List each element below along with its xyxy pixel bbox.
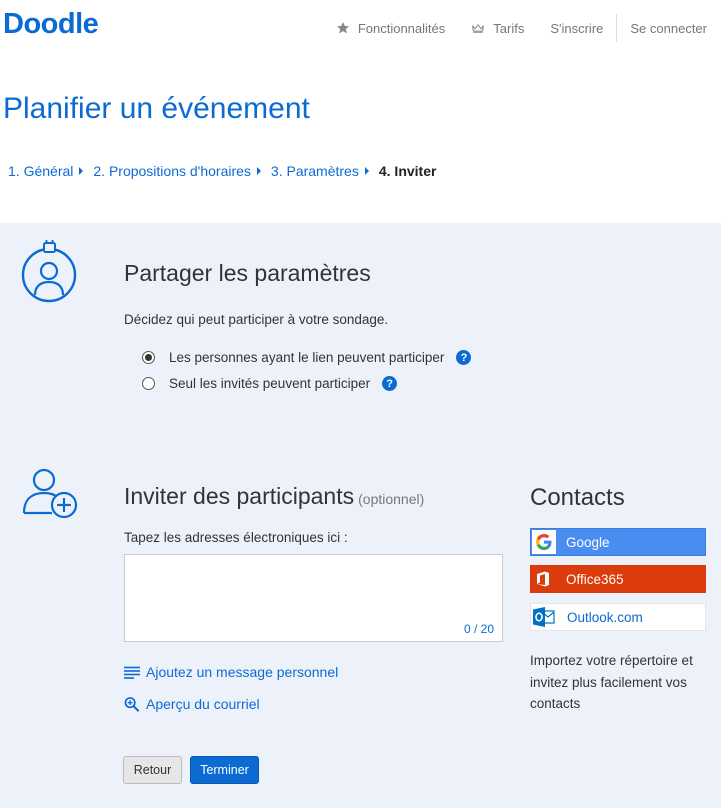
- help-icon[interactable]: ?: [382, 376, 397, 391]
- page-title: Planifier un événement: [3, 92, 310, 125]
- nav-login[interactable]: [617, 14, 707, 42]
- invite-panel: [0, 223, 721, 808]
- top-nav: [323, 14, 707, 42]
- radio-link-participants[interactable]: [142, 351, 155, 364]
- option-invitees-only[interactable]: [142, 376, 397, 391]
- nav-features-label: Fonctionnalités: [357, 20, 446, 36]
- nav-features[interactable]: [323, 14, 458, 42]
- step-invite-label: 4. Inviter: [378, 163, 437, 179]
- contacts-title: Contacts: [530, 484, 625, 511]
- email-counter: 0 / 20: [463, 622, 494, 636]
- outlook-icon: [531, 604, 557, 630]
- outlook-contacts-button[interactable]: [530, 603, 706, 631]
- google-icon: [532, 530, 556, 554]
- locked-user-icon: [21, 240, 81, 311]
- nav-signup-label: S'inscrire: [550, 20, 604, 36]
- office365-label: Office365: [566, 571, 624, 587]
- office-icon: [530, 566, 556, 592]
- email-preview-link[interactable]: [124, 696, 260, 712]
- add-message-label: Ajoutez un message personnel: [146, 664, 339, 680]
- caret-right-icon: [257, 167, 261, 175]
- radio-invitees-only[interactable]: [142, 377, 155, 390]
- step-general-label: 1. Général: [8, 163, 74, 179]
- add-personal-message-link[interactable]: [124, 664, 338, 680]
- finish-button[interactable]: Terminer: [190, 756, 259, 784]
- optional-label: (optionnel): [358, 491, 425, 507]
- add-user-icon: [22, 467, 82, 526]
- step-settings[interactable]: [271, 163, 379, 179]
- share-settings-title: Partager les paramètres: [124, 260, 371, 286]
- email-field-label: Tapez les adresses électroniques ici :: [124, 530, 348, 545]
- option-link-participants[interactable]: [142, 350, 471, 365]
- nav-login-label: Se connecter: [630, 20, 707, 36]
- option-invitees-label: Seul les invités peuvent participer: [169, 376, 371, 391]
- preview-label: Aperçu du courriel: [146, 696, 260, 712]
- step-settings-label: 3. Paramètres: [270, 163, 359, 179]
- lines-icon: [124, 664, 140, 680]
- star-icon: [336, 21, 350, 35]
- caret-right-icon: [365, 167, 369, 175]
- email-input[interactable]: [124, 554, 503, 642]
- step-invite: [379, 163, 437, 179]
- zoom-in-icon: [124, 696, 140, 712]
- help-icon[interactable]: ?: [456, 350, 471, 365]
- doodle-logo[interactable]: Doodle: [3, 8, 99, 40]
- nav-pricing[interactable]: [458, 14, 537, 42]
- crown-icon: [471, 21, 485, 35]
- step-time-proposals[interactable]: [93, 163, 271, 179]
- step-time-proposals-label: 2. Propositions d'horaires: [93, 163, 251, 179]
- invite-title-text: Inviter des participants: [124, 483, 355, 509]
- caret-right-icon: [79, 167, 83, 175]
- wizard-steps: [8, 163, 436, 179]
- share-description: Décidez qui peut participer à votre sondage.: [124, 312, 389, 327]
- top-bar: [0, 0, 721, 56]
- contacts-description: Importez votre répertoire et invitez plus facilement vos contacts: [530, 653, 693, 711]
- office365-contacts-button[interactable]: [530, 565, 706, 593]
- invite-participants-title: [124, 483, 424, 510]
- option-link-label: Les personnes ayant le lien peuvent participer: [169, 350, 445, 365]
- google-contacts-button[interactable]: [530, 528, 706, 556]
- back-button[interactable]: Retour: [123, 756, 182, 784]
- step-general[interactable]: [8, 163, 93, 179]
- nav-signup[interactable]: [537, 14, 616, 42]
- outlook-label: Outlook.com: [567, 609, 643, 625]
- nav-pricing-label: Tarifs: [493, 20, 525, 36]
- google-label: Google: [566, 534, 610, 550]
